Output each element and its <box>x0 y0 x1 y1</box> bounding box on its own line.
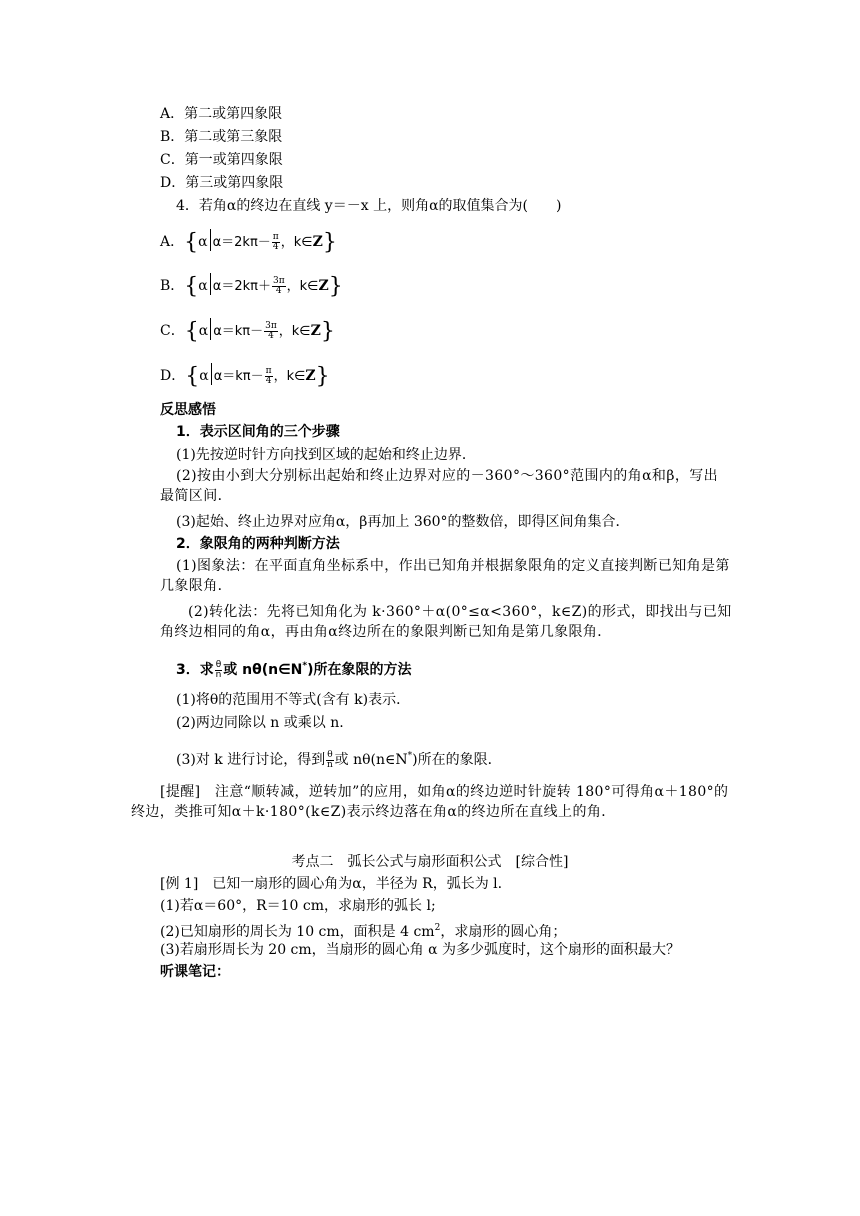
section-heading: 考点二 弧长公式与扇形面积公式 [综合性] <box>291 854 569 870</box>
option-a-q4: A．{α α＝2kπ－ $\frac{\pi}{4}$ ，k∈Z} <box>160 230 337 255</box>
heading-interval-angles: 1．表示区间角的三个步骤 <box>176 424 340 440</box>
example-q2: (2)已知扇形的周长为 10 cm，面积是 4 $cm^2$，求扇形的圆心角； <box>160 923 567 940</box>
option-c-q3: C．第一或第四象限 <box>160 152 283 168</box>
option-d-q4: D．{α α＝kπ－ $\frac{\pi}{4}$ ，k∈Z} <box>160 364 330 389</box>
example-q1: (1)若α＝60°，R＝10 cm，求扇形的弧长 l; <box>160 898 436 914</box>
lecture-notes-label: 听课笔记： <box>160 964 230 980</box>
heading-theta-quadrant: 3．求 $\frac{\theta}{n}$ 或 nθ(n∈N*)所在象限的方法 <box>176 659 412 680</box>
step-2-1: (1)图象法：在平面直角坐标系中，作出已知角并根据象限角的定义直接判断已知角是第几象限角． <box>160 558 730 594</box>
step-3-1: (1)将θ的范围用不等式(含有 k)表示． <box>176 692 411 708</box>
step-1-2: (2)按由小到大分别标出起始和终止边界对应的－360°～360°范围内的角α和β，写出最简区间． <box>160 468 719 504</box>
reflection-title: 反思感悟 <box>160 402 216 418</box>
heading-quadrant-methods: 2．象限角的两种判断方法 <box>176 536 340 552</box>
question-4-stem: 4．若角α的终边在直线 y＝－x 上，则角α的取值集合为( ) <box>176 198 562 214</box>
option-b-q4: B．{α α＝2kπ＋ $\frac{3\pi}{4}$ ，k∈Z} <box>160 274 343 299</box>
option-b-q3: B．第二或第三象限 <box>160 129 283 145</box>
step-3-2: (2)两边同除以 n 或乘以 n. <box>176 715 344 731</box>
step-2-2: (2)转化法：先将已知角化为 k·360°＋α(0°≤α<360°，k∈Z)的形式，即找出与已知角终边相同的角α，再由角α终边所在的象限判断已知角是第几象限角． <box>160 604 732 640</box>
step-1-1: (1)先按逆时针方向找到区域的起始和终止边界． <box>176 447 476 463</box>
example-q3: (3)若扇形周长为 20 cm，当扇形的圆心角 α 为多少弧度时，这个扇形的面积最大？ <box>160 942 681 958</box>
step-3-3: (3)对 k 进行讨论，得到 $\frac{\theta}{n}$ 或 nθ(n∈N*)所在的象限． <box>176 749 502 770</box>
option-a-q3: A．第二或第四象限 <box>160 106 283 122</box>
option-c-q4: C．{α α＝kπ－ $\frac{3\pi}{4}$ ，k∈Z} <box>160 319 335 344</box>
example-1-stem: [例 1] 已知一扇形的圆心角为α，半径为 R，弧长为 l. <box>160 876 503 892</box>
option-d-q3: D．第三或第四象限 <box>160 175 284 191</box>
step-1-3: (3)起始、终止边界对应角α，β再加上 360°的整数倍，即得区间角集合． <box>176 514 630 530</box>
tip-note: [提醒] 注意“顺转减，逆转加”的应用，如角α的终边逆时针旋转 180°可得角α＋180°的终边，类推可知α＋k·180°(k∈Z)表示终边落在角α的终边所在直线上的角． <box>131 784 729 820</box>
